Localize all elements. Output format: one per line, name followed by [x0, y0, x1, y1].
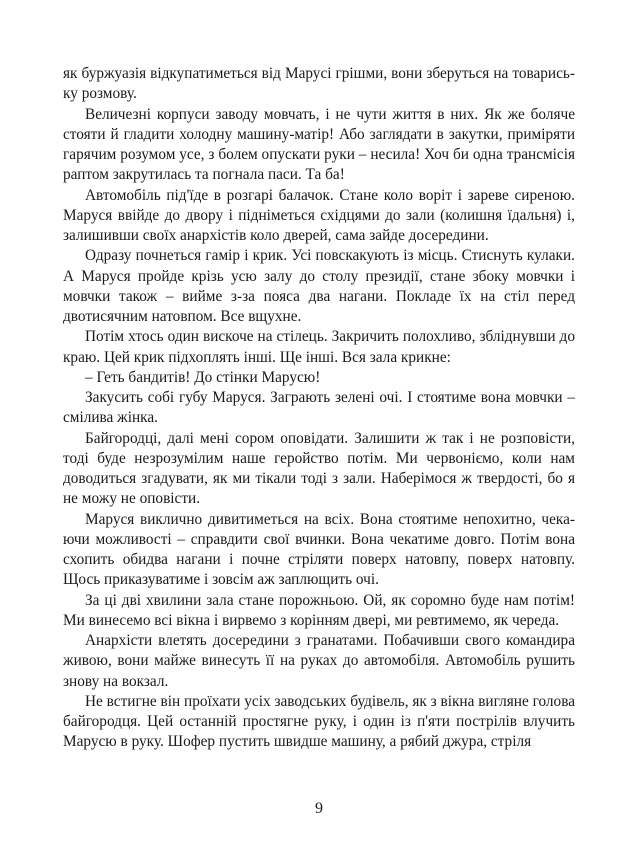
paragraph-8: Байгородці, далі мені сором оповідати. Залишити ж так і не розповісти, тоді буде незрозумілим наше геройство потім. Ми червоніємо, коли нам доводиться згадувати, як ми тікали тоді з зали. Наберімося ж твердості, бо я не можу не оповісти. [63, 429, 575, 508]
paragraph-12: Не встигне він проїхати усіх заводських будівель, як з вікна вигляне голова байгородця. Цей останній простягне руку, і один із п'яти пострілів влучить Марусю в руку. Шофер пустить швидше машину, а рябий джура, стріля [63, 692, 576, 751]
page-number: 9 [315, 800, 323, 817]
paragraph-6-dialogue: – Геть бандитів! До стінки Марусю! [85, 368, 321, 386]
paragraph-7: Закусить собі губу Маруся. Заграють зелені очі. І стоятиме вона мовчки – смілива жінка. [63, 389, 575, 427]
paragraph-2: Величезні корпуси заводу мовчать, і не чути життя в них. Як же боляче стояти й гладити холодну машину-матір! Або заглядати в закутки, приміряти гарячим розумом усе, з болем опускати руки – несила! Хоч би одна трансмісія раптом закрутилась та погнала паси. Та ба! [63, 105, 575, 184]
paragraph-4: Одразу почнеться гамір і крик. Усі повскакують із місць. Стиснуть кулаки. А Маруся пройде крізь усю залу до столу президії, стане збоку мовчки і мовчки також – вийме з-за пояса два нагани. Покладе їх на стіл перед двотисячним натовпом. Все вщухне. [63, 247, 575, 325]
body-text [63, 64, 575, 753]
paragraph-5: Потім хтось один вискоче на стілець. Закричить полохливо, збліднувши до краю. Цей крик підхоплять інші. Ще інші. Вся зала крикне: [63, 328, 575, 366]
paragraph-3: Автомобіль під'їде в розгарі балачок. Стане коло воріт і зареве сиреною. Маруся ввійде до двору і підніметься східцями до зали (колишня їдальня) і, залишивши своїх анархістів коло дверей, сама зайде досередини. [63, 186, 575, 244]
paragraph-11: Анархісти влетять досередини з гранатами. Побачивши свого командира живою, вони майже винесуть її на руках до автомобіля. Автомобіль рушить знову на вокзал. [63, 632, 575, 690]
paragraph-9: Маруся виклично дивитиметься на всіх. Вона стоятиме непохитно, чекаючи можливості – справдити свої вчинки. Вона чекатиме довго. Потім вона схопить обидва нагани і почне стріляти поверх натовпу, поверх натовпу. Щось приказуватиме і зовсім аж заплющить очі. [63, 510, 575, 589]
paragraph-10: За ці дві хвилини зала стане порожньою. Ой, як соромно буде нам потім! Ми винесемо всі вікна і вирвемо з корінням двері, ми ревтимемо, як череда. [63, 591, 575, 629]
paragraph-1: як буржуазія відкупатиметься від Марусі грішми, вони зберуться на товариську розмову. [63, 65, 575, 103]
